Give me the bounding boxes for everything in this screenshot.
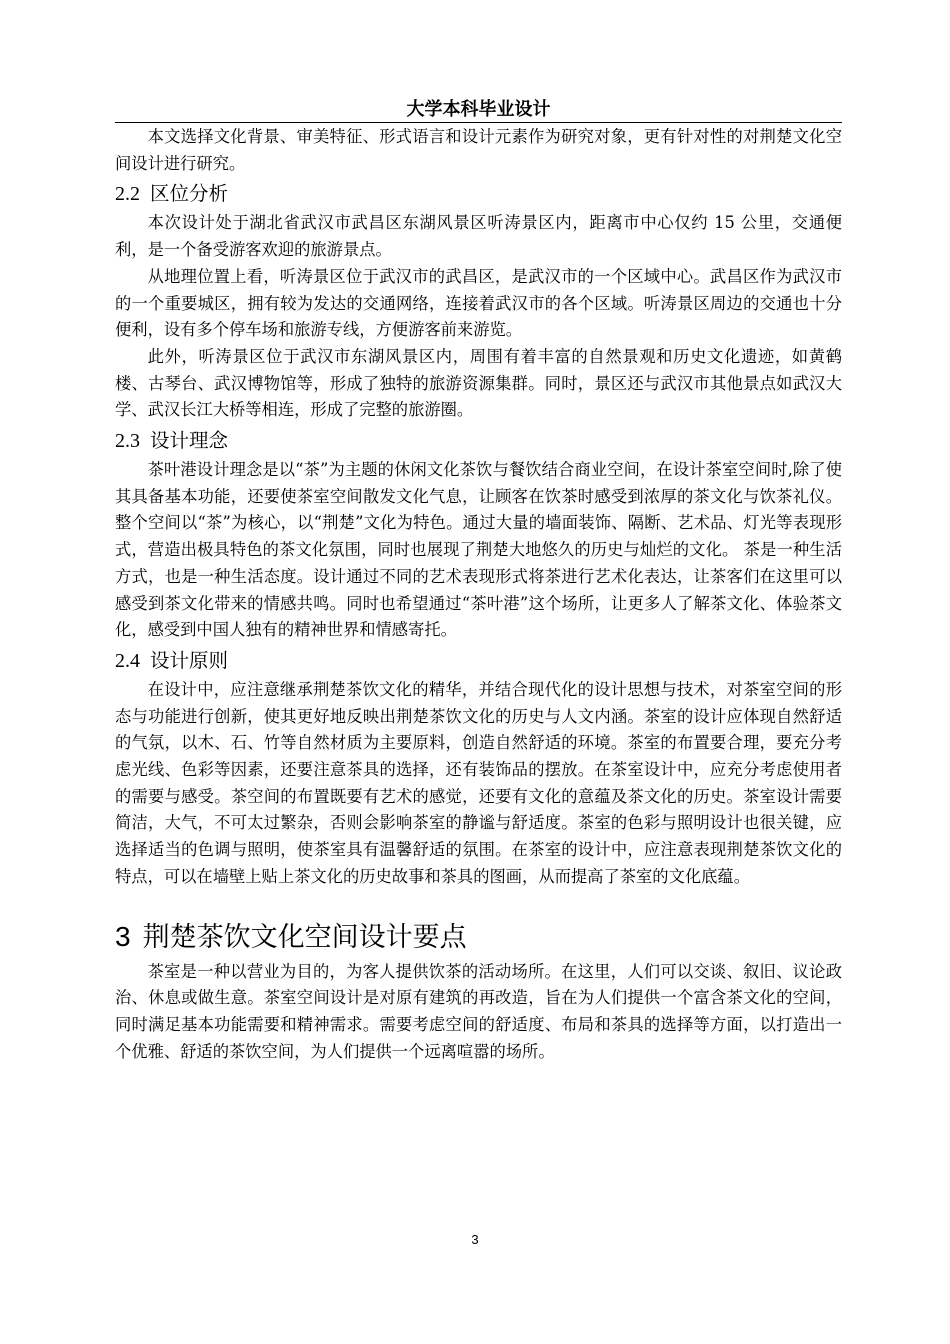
- section-heading: [115, 644, 842, 677]
- section-heading: [115, 424, 842, 457]
- section-2-4: [115, 644, 842, 891]
- chapter-spacer: [115, 891, 842, 915]
- section-2-3: [115, 424, 842, 644]
- section-2-2: [115, 177, 842, 424]
- chapter-3: [115, 915, 842, 1066]
- section-number: 2.4: [115, 649, 140, 672]
- chapter-number: 3: [115, 920, 131, 952]
- running-header: 大学本科毕业设计: [406, 99, 551, 120]
- section-title: 区位分析: [150, 182, 229, 206]
- section-paragraph: 此外，听涛景区位于武汉市东湖风景区内，周围有着丰富的自然景观和历史文化遗迹，如黄鹤楼、古琴台、武汉博物馆等，形成了独特的旅游资源集群。同时，景区还与武汉市其他景点如武汉大学、武汉长江大桥等相连，形成了完整的旅游圈。: [115, 346, 842, 420]
- chapter-title: 荆楚茶饮文化空间设计要点: [142, 921, 467, 953]
- section-heading: [115, 177, 842, 210]
- header-rule: [115, 122, 842, 123]
- section-paragraph: 本次设计处于湖北省武汉市武昌区东湖风景区听涛景区内，距离市中心仅约 15 公里，交通便利，是一个备受游客欢迎的旅游景点。: [115, 213, 842, 260]
- section-title: 设计原则: [150, 648, 229, 672]
- page-body: [115, 124, 842, 1065]
- section-title: 设计理念: [150, 429, 229, 453]
- chapter-paragraph: 茶室是一种以营业为目的，为客人提供饮茶的活动场所。在这里，人们可以交谈、叙旧、议论政治、休息或做生意。茶室空间设计是对原有建筑的再改造，旨在为人们提供一个富含茶文化的空间，同时满足基本功能需要和精神需求。需要考虑空间的舒适度、布局和茶具的选择等方面，以打造出一个优雅、舒适的茶饮空间，为人们提供一个远离喧嚣的场所。: [115, 961, 842, 1061]
- chapter-heading: [115, 915, 842, 959]
- section-paragraph: 在设计中，应注意继承荆楚茶饮文化的精华，并结合现代化的设计思想与技术，对茶室空间的形态与功能进行创新，使其更好地反映出荆楚茶饮文化的历史与人文内涵。茶室的设计应体现自然舒适的气氛，以木、石、竹等自然材质为主要原料，创造自然舒适的环境。茶室的布置要合理，要充分考虑光线、色彩等因素，还要注意茶具的选择，还有装饰品的摆放。在茶室设计中，应充分考虑使用者的需要与感受。茶空间的布置既要有艺术的感觉，还要有文化的意蕴及茶文化的历史。茶室设计需要简洁，大气，不可太过繁杂，否则会影响茶室的静谧与舒适度。茶室的色彩与照明设计也很关键，应选择适当的色调与照明，使茶室具有温馨舒适的氛围。在茶室的设计中，应注意表现荆楚茶饮文化的特点，可以在墙壁上贴上茶文化的历史故事和茶具的图画，从而提高了茶室的文化底蕴。: [115, 679, 842, 886]
- page-number: 3: [471, 1232, 479, 1247]
- intro-paragraph: 本文选择文化背景、审美特征、形式语言和设计元素作为研究对象，更有针对性的对荆楚文化空间设计进行研究。: [115, 127, 842, 173]
- section-paragraph: 从地理位置上看，听涛景区位于武汉市的武昌区，是武汉市的一个区域中心。武昌区作为武汉市的一个重要城区，拥有较为发达的交通网络，连接着武汉市的各个区域。听涛景区周边的交通也十分便利，设有多个停车场和旅游专线，方便游客前来游览。: [115, 266, 842, 340]
- section-number: 2.2: [115, 183, 140, 206]
- section-paragraph: 茶叶港设计理念是以“茶”为主题的休闲文化茶饮与餐饮结合商业空间，在设计茶室空间时,除了使其具备基本功能，还要使茶室空间散发文化气息，让顾客在饮茶时感受到浓厚的茶文化与饮茶礼仪。整个空间以“茶”为核心，以“荆楚”文化为特色。通过大量的墙面装饰、隔断、艺术品、灯光等表现形式，营造出极具特色的茶文化氛围，同时也展现了荆楚大地悠久的历史与灿烂的文化。 茶是一种生活方式，也是一种生活态度。设计通过不同的艺术表现形式将茶进行艺术化表达，让茶客们在这里可以感受到茶文化带来的情感共鸣。同时也希望通过“茶叶港”这个场所，让更多人了解茶文化、体验茶文化，感受到中国人独有的精神世界和情感寄托。: [115, 460, 842, 640]
- section-number: 2.3: [115, 430, 140, 453]
